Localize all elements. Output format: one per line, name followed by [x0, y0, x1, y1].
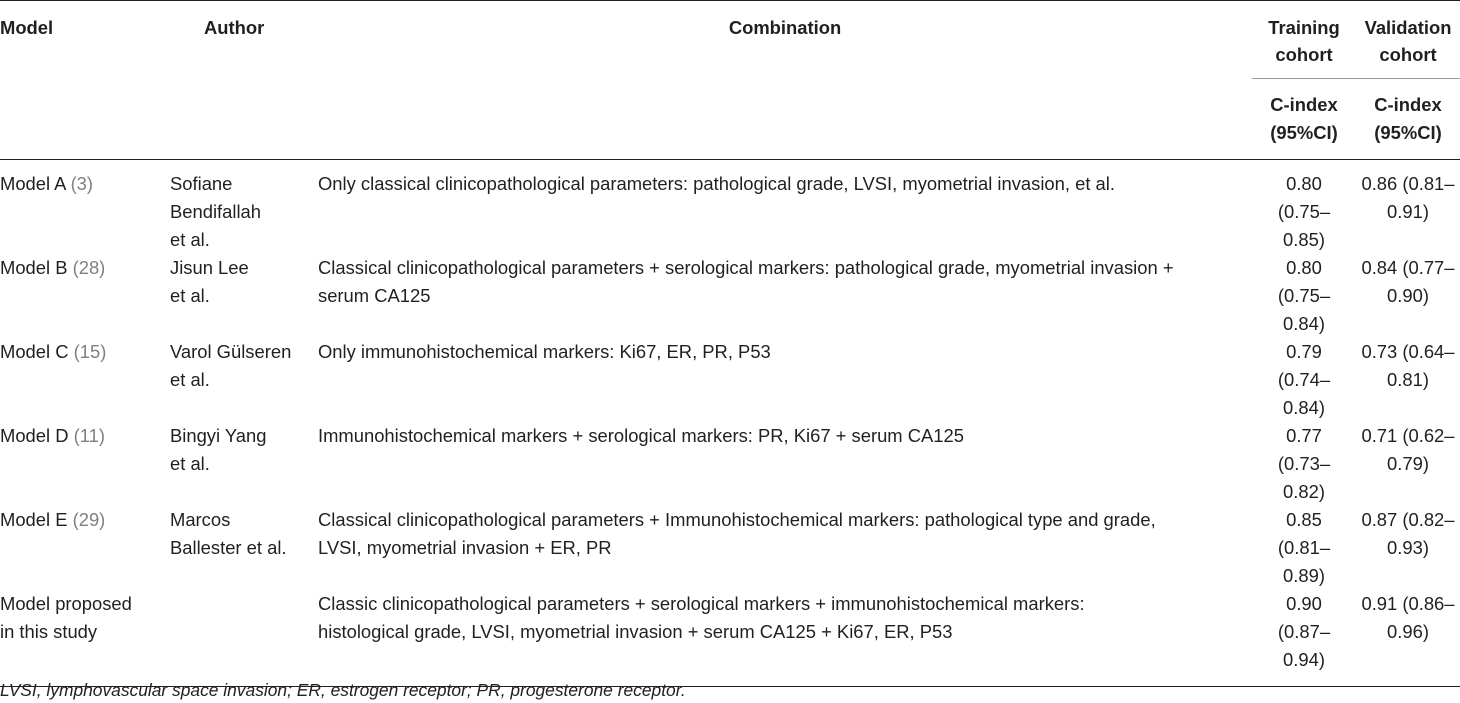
model-name: Model B [0, 257, 68, 278]
training-value-line: 0.79 [1286, 341, 1322, 362]
header-combination: Combination [728, 17, 842, 38]
header-training-cohort: Training cohort [1268, 17, 1340, 65]
table-row [0, 254, 1460, 338]
combination-line: LVSI, myometrial invasion + ER, PR [318, 537, 612, 558]
cell-author [170, 506, 318, 590]
cell-training-cindex [1252, 422, 1356, 506]
cell-training-cindex [1252, 338, 1356, 422]
validation-value-line: 0.93) [1387, 537, 1429, 558]
cell-author [170, 160, 318, 255]
cell-combination [318, 506, 1252, 590]
validation-value-line: 0.91) [1387, 201, 1429, 222]
training-value-line: 0.89) [1283, 565, 1325, 586]
validation-value-line: 0.87 (0.82– [1361, 509, 1455, 530]
cell-training-cindex [1252, 254, 1356, 338]
cell-author [170, 338, 318, 422]
cell-validation-cindex [1356, 254, 1460, 338]
reference-link[interactable]: (15) [73, 341, 107, 362]
training-value-line: 0.77 [1286, 425, 1322, 446]
training-value-line: 0.80 [1286, 257, 1322, 278]
training-value-line: (0.73– [1277, 453, 1331, 474]
training-value-line: 0.82) [1283, 481, 1325, 502]
table-footnote: LVSI, lymphovascular space invasion; ER, estrogen receptor; PR, progesterone receptor. [0, 680, 686, 700]
model-name: Model proposed [0, 593, 132, 614]
cell-validation-cindex [1356, 506, 1460, 590]
training-value-line: 0.94) [1283, 649, 1325, 670]
combination-line: serum CA125 [318, 285, 431, 306]
validation-value-line: 0.96) [1387, 621, 1429, 642]
validation-value-line: 0.81) [1387, 369, 1429, 390]
model-name: Model E [0, 509, 68, 530]
cell-model [0, 422, 170, 506]
table-row [0, 422, 1460, 506]
cell-model [0, 590, 170, 687]
author-line: et al. [170, 285, 210, 306]
cell-combination [318, 160, 1252, 255]
cell-model [0, 506, 170, 590]
combination-line: Classical clinicopathological parameters + serological markers: pathological grade, myometrial invasion + [318, 257, 1174, 278]
cell-author [170, 254, 318, 338]
combination-line: Only immunohistochemical markers: Ki67, ER, PR, P53 [318, 341, 771, 362]
cell-combination [318, 254, 1252, 338]
header-training-cindex: C-index (95%CI) [1252, 79, 1356, 160]
combination-line: Classical clinicopathological parameters + Immunohistochemical markers: pathological type and grade, [318, 509, 1156, 530]
validation-value-line: 0.91 (0.86– [1361, 593, 1455, 614]
cell-training-cindex [1252, 506, 1356, 590]
model-name: Model A [0, 173, 66, 194]
training-value-line: (0.75– [1277, 285, 1331, 306]
model-name: Model C [0, 341, 69, 362]
cell-model [0, 254, 170, 338]
reference-link[interactable]: (28) [72, 257, 106, 278]
table-body [0, 160, 1460, 687]
combination-line: Immunohistochemical markers + serological markers: PR, Ki67 + serum CA125 [318, 425, 964, 446]
cell-author [170, 590, 318, 687]
cell-training-cindex [1252, 160, 1356, 255]
cell-validation-cindex [1356, 422, 1460, 506]
training-value-line: (0.81– [1277, 537, 1331, 558]
cell-model [0, 338, 170, 422]
cell-author [170, 422, 318, 506]
validation-value-line: 0.79) [1387, 453, 1429, 474]
model-name: in this study [0, 621, 98, 642]
validation-value-line: 0.90) [1387, 285, 1429, 306]
training-value-line: 0.85 [1286, 509, 1322, 530]
cell-validation-cindex [1356, 160, 1460, 255]
training-value-line: 0.85) [1283, 229, 1325, 250]
training-value-line: (0.75– [1277, 201, 1331, 222]
combination-line: Only classical clinicopathological parameters: pathological grade, LVSI, myometrial invasion, et al. [318, 173, 1115, 194]
validation-value-line: 0.71 (0.62– [1361, 425, 1455, 446]
author-line: Marcos [170, 509, 231, 530]
training-value-line: 0.80 [1286, 173, 1322, 194]
cell-validation-cindex [1356, 338, 1460, 422]
validation-value-line: 0.73 (0.64– [1361, 341, 1455, 362]
table-row [0, 338, 1460, 422]
cell-combination [318, 590, 1252, 687]
header-model: Model [0, 17, 54, 38]
combination-line: histological grade, LVSI, myometrial invasion + serum CA125 + Ki67, ER, P53 [318, 621, 953, 642]
training-value-line: 0.84) [1283, 313, 1325, 334]
training-value-line: 0.90 [1286, 593, 1322, 614]
author-line: Ballester et al. [170, 537, 287, 558]
author-line: et al. [170, 369, 210, 390]
reference-link[interactable]: (11) [73, 425, 105, 446]
training-value-line: (0.74– [1277, 369, 1331, 390]
cell-training-cindex [1252, 590, 1356, 687]
cell-validation-cindex [1356, 590, 1460, 687]
author-line: Jisun Lee [170, 257, 249, 278]
author-line: Varol Gülseren [170, 341, 292, 362]
table-row [0, 160, 1460, 255]
author-line: Sofiane [170, 173, 233, 194]
reference-link[interactable]: (3) [70, 173, 94, 194]
training-value-line: 0.84) [1283, 397, 1325, 418]
model-name: Model D [0, 425, 69, 446]
cell-model [0, 160, 170, 255]
cell-combination [318, 422, 1252, 506]
cell-combination [318, 338, 1252, 422]
table-row [0, 590, 1460, 687]
reference-link[interactable]: (29) [72, 509, 106, 530]
table-row [0, 506, 1460, 590]
combination-line: Classic clinicopathological parameters + serological markers + immunohistochemical markers: [318, 593, 1085, 614]
author-line: Bingyi Yang [170, 425, 267, 446]
validation-value-line: 0.84 (0.77– [1361, 257, 1455, 278]
training-value-line: (0.87– [1277, 621, 1331, 642]
header-validation-cindex: C-index (95%CI) [1356, 79, 1460, 160]
header-validation-cohort: Validation cohort [1364, 17, 1452, 65]
author-line: et al. [170, 453, 210, 474]
header-author: Author [204, 17, 265, 38]
validation-value-line: 0.86 (0.81– [1361, 173, 1455, 194]
author-line: Bendifallah [170, 201, 262, 222]
author-line: et al. [170, 229, 210, 250]
